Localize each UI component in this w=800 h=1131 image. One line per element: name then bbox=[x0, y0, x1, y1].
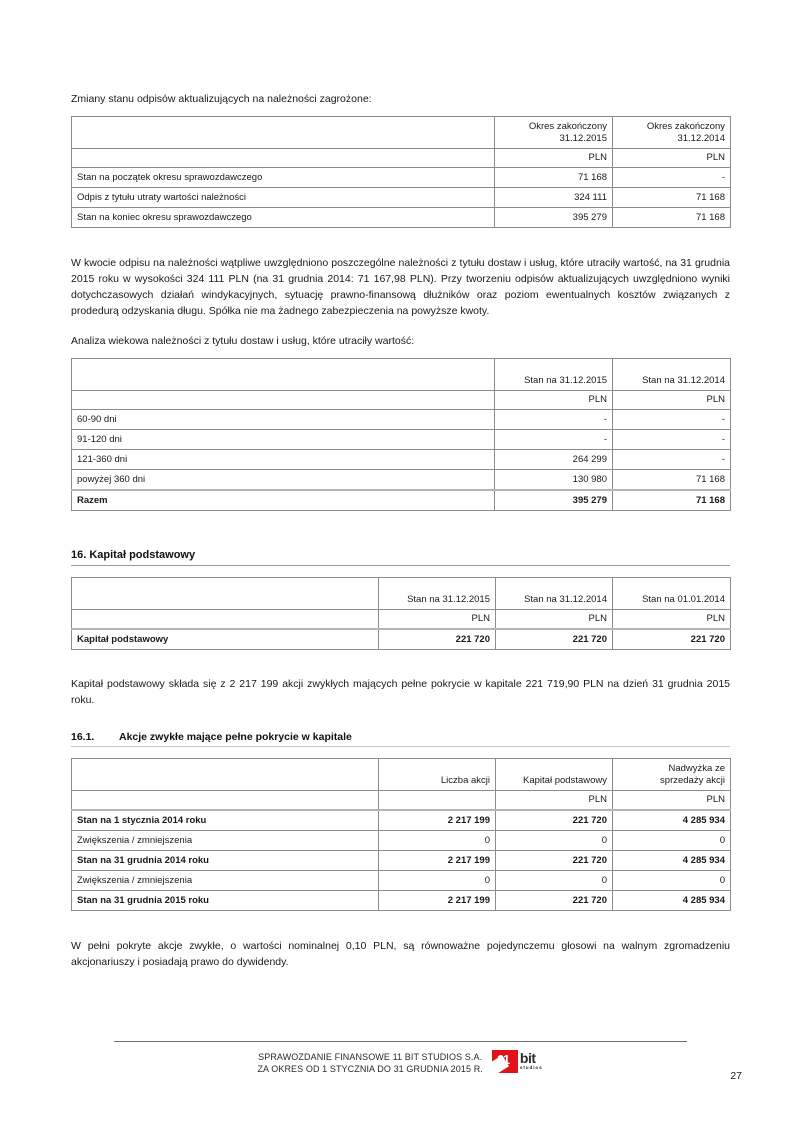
row-value-shares: 0 bbox=[379, 871, 496, 891]
row-label: 121-360 dni bbox=[72, 450, 495, 470]
paragraph-capital-note: Kapitał podstawowy składa się z 2 217 199 akcji zwykłych mających pełne pokrycie w kapitale 221 719,90 PLN na dzień 31 grudnia 2015 roku. bbox=[71, 678, 730, 707]
header-cell-date-2015: Stan na 31.12.2015 bbox=[495, 359, 613, 391]
unit-cell-pln-premium: PLN bbox=[613, 791, 731, 811]
row-label: 60-90 dni bbox=[72, 410, 495, 430]
row-label: Zwiększenia / zmniejszenia bbox=[72, 871, 379, 891]
table-impairment-movements bbox=[71, 116, 731, 228]
table-row bbox=[72, 470, 731, 491]
total-value-2015: 395 279 bbox=[495, 490, 613, 511]
header-line-1: Nadwyżka ze bbox=[668, 763, 725, 775]
row-value-2: 221 720 bbox=[496, 629, 613, 650]
footer-divider bbox=[114, 1041, 687, 1042]
row-value-surplus: 0 bbox=[613, 871, 731, 891]
table-row bbox=[72, 117, 731, 149]
header-line-1: Okres zakończony bbox=[646, 121, 725, 133]
row-value-shares: 0 bbox=[379, 831, 496, 851]
table-row bbox=[72, 430, 731, 450]
header-line-2: 31.12.2015 bbox=[559, 133, 607, 145]
logo-word-bit: bit bbox=[519, 1050, 536, 1066]
row-value-2015: 264 299 bbox=[495, 450, 613, 470]
row-value-2014: - bbox=[613, 168, 731, 188]
intro-line-impairment: Zmiany stanu odpisów aktualizujących na należności zagrożone: bbox=[71, 93, 372, 105]
table-aging-analysis bbox=[71, 358, 731, 511]
table-row bbox=[72, 359, 731, 391]
table-row bbox=[72, 450, 731, 470]
row-value-2015: 130 980 bbox=[495, 470, 613, 491]
heading-section-16: 16. Kapitał podstawowy bbox=[71, 549, 730, 566]
heading-text: Akcje zwykłe mające pełne pokrycie w kapitale bbox=[119, 731, 352, 744]
row-value-surplus: 4 285 934 bbox=[613, 891, 731, 911]
table-row bbox=[72, 208, 731, 228]
row-label: Kapitał podstawowy bbox=[72, 629, 379, 650]
unit-cell-pln-2015: PLN bbox=[495, 149, 613, 168]
header-line-2: sprzedaży akcji bbox=[660, 775, 725, 787]
header-cell-period-2015 bbox=[495, 117, 613, 149]
unit-cell-pln-capital: PLN bbox=[496, 791, 613, 811]
row-value-shares: 2 217 199 bbox=[379, 851, 496, 871]
unit-cell-pln-2: PLN bbox=[496, 610, 613, 630]
table-row bbox=[72, 410, 731, 430]
row-label: Stan na 31 grudnia 2015 roku bbox=[72, 891, 379, 911]
header-cell-date-01012014: Stan na 01.01.2014 bbox=[613, 578, 731, 610]
row-value-surplus: 4 285 934 bbox=[613, 851, 731, 871]
table-row bbox=[72, 759, 731, 791]
unit-cell-empty bbox=[72, 791, 379, 811]
header-cell-empty bbox=[72, 359, 495, 391]
header-line-2: 31.12.2014 bbox=[677, 133, 725, 145]
unit-cell-shares bbox=[379, 791, 496, 811]
table-row bbox=[72, 810, 731, 831]
footer-text bbox=[257, 1050, 482, 1075]
row-value-2015: - bbox=[495, 410, 613, 430]
paragraph-shares-rights: W pełni pokryte akcje zwykłe, o wartości nominalnej 0,10 PLN, są równoważne pojedynczemu głosowi na walnym zgromadzeniu akcjonariuszy i posiadają prawo do dywidendy. bbox=[71, 940, 730, 969]
logo-word-studios: studios bbox=[519, 1065, 543, 1071]
row-value-2014: 71 168 bbox=[613, 208, 731, 228]
intro-line-aging: Analiza wiekowa należności z tytułu dostaw i usług, które utraciły wartość: bbox=[71, 335, 415, 348]
total-value-2014: 71 168 bbox=[613, 490, 731, 511]
header-cell-empty bbox=[72, 117, 495, 149]
row-value-2014: 71 168 bbox=[613, 470, 731, 491]
logo-number: 11 bbox=[496, 1052, 510, 1067]
table-row bbox=[72, 871, 731, 891]
row-label: 91-120 dni bbox=[72, 430, 495, 450]
table-row-unit bbox=[72, 149, 731, 168]
header-line-1: Okres zakończony bbox=[528, 121, 607, 133]
row-value-2014: - bbox=[613, 410, 731, 430]
row-value-shares: 2 217 199 bbox=[379, 810, 496, 831]
header-cell-date-31122014: Stan na 31.12.2014 bbox=[496, 578, 613, 610]
row-value-surplus: 4 285 934 bbox=[613, 810, 731, 831]
row-value-2015: 395 279 bbox=[495, 208, 613, 228]
row-label: Zwiększenia / zmniejszenia bbox=[72, 831, 379, 851]
footer-line-1: SPRAWOZDANIE FINANSOWE 11 BIT STUDIOS S.A. bbox=[258, 1052, 483, 1062]
header-cell-empty bbox=[72, 578, 379, 610]
row-label: Stan na koniec okresu sprawozdawczego bbox=[72, 208, 495, 228]
paragraph-impairment-note: W kwocie odpisu na należności wątpliwe uwzględniono poszczególne należności z tytułu dostaw i usług, które utraciły wartość, na 31 grudnia 2015 roku w wysokości 324 111 PLN (na 31 grudnia 2014: 71 167,98 PLN). Przy tworzeniu odpisów aktualizujących uwzględniono wyniki dotychczasowych działań windykacyjnych, sytuację prawno-finansową dłużników oraz poziom ewentualnych kosztów związanych z prodedurą odzyskania długu. Spółka nie ma żadnego zabezpieczenia na powyższe kwoty. bbox=[71, 257, 730, 318]
row-value-2015: 71 168 bbox=[495, 168, 613, 188]
unit-cell-pln-2014: PLN bbox=[613, 391, 731, 410]
logo-wordmark bbox=[520, 1050, 543, 1070]
table-row-unit bbox=[72, 391, 731, 410]
unit-cell-pln-2014: PLN bbox=[613, 149, 731, 168]
table-row bbox=[72, 578, 731, 610]
row-value-3: 221 720 bbox=[613, 629, 731, 650]
header-cell-date-31122015: Stan na 31.12.2015 bbox=[379, 578, 496, 610]
total-label: Razem bbox=[72, 490, 495, 511]
footer bbox=[0, 1050, 800, 1075]
table-share-capital bbox=[71, 577, 731, 650]
unit-cell-empty bbox=[72, 149, 495, 168]
row-value-2014: - bbox=[613, 430, 731, 450]
table-row bbox=[72, 851, 731, 871]
row-value-capital: 221 720 bbox=[496, 891, 613, 911]
page-number: 27 bbox=[730, 1070, 742, 1082]
row-value-2015: 324 111 bbox=[495, 188, 613, 208]
header-cell-share-premium bbox=[613, 759, 731, 791]
table-row-total bbox=[72, 490, 731, 511]
row-label: Stan na początek okresu sprawozdawczego bbox=[72, 168, 495, 188]
table-row bbox=[72, 188, 731, 208]
row-value-2014: - bbox=[613, 450, 731, 470]
row-value-capital: 0 bbox=[496, 871, 613, 891]
logo-mark-icon bbox=[492, 1050, 518, 1073]
row-value-capital: 221 720 bbox=[496, 810, 613, 831]
row-value-surplus: 0 bbox=[613, 831, 731, 851]
table-row bbox=[72, 831, 731, 851]
header-cell-shares-count: Liczba akcji bbox=[379, 759, 496, 791]
page-content bbox=[71, 0, 730, 971]
footer-line-2: ZA OKRES OD 1 STYCZNIA DO 31 GRUDNIA 2015 R. bbox=[257, 1064, 483, 1075]
header-cell-share-capital: Kapitał podstawowy bbox=[496, 759, 613, 791]
table-row-unit bbox=[72, 610, 731, 630]
header-cell-date-2014: Stan na 31.12.2014 bbox=[613, 359, 731, 391]
row-value-2014: 71 168 bbox=[613, 188, 731, 208]
table-row bbox=[72, 891, 731, 911]
row-value-1: 221 720 bbox=[379, 629, 496, 650]
heading-section-16-1 bbox=[71, 731, 730, 747]
unit-cell-empty bbox=[72, 610, 379, 630]
unit-cell-empty bbox=[72, 391, 495, 410]
table-row bbox=[72, 629, 731, 650]
table-ordinary-shares bbox=[71, 758, 731, 911]
row-label: Odpis z tytułu utraty wartości należności bbox=[72, 188, 495, 208]
row-label: Stan na 1 stycznia 2014 roku bbox=[72, 810, 379, 831]
row-value-2015: - bbox=[495, 430, 613, 450]
row-value-capital: 221 720 bbox=[496, 851, 613, 871]
row-value-capital: 0 bbox=[496, 831, 613, 851]
heading-number: 16.1. bbox=[71, 731, 95, 744]
header-cell-empty bbox=[72, 759, 379, 791]
row-value-shares: 2 217 199 bbox=[379, 891, 496, 911]
table-row bbox=[72, 168, 731, 188]
unit-cell-pln-2015: PLN bbox=[495, 391, 613, 410]
row-label: powyżej 360 dni bbox=[72, 470, 495, 491]
header-cell-period-2014 bbox=[613, 117, 731, 149]
unit-cell-pln-3: PLN bbox=[613, 610, 731, 630]
row-label: Stan na 31 grudnia 2014 roku bbox=[72, 851, 379, 871]
unit-cell-pln-1: PLN bbox=[379, 610, 496, 630]
company-logo bbox=[492, 1050, 543, 1073]
table-row-unit bbox=[72, 791, 731, 811]
